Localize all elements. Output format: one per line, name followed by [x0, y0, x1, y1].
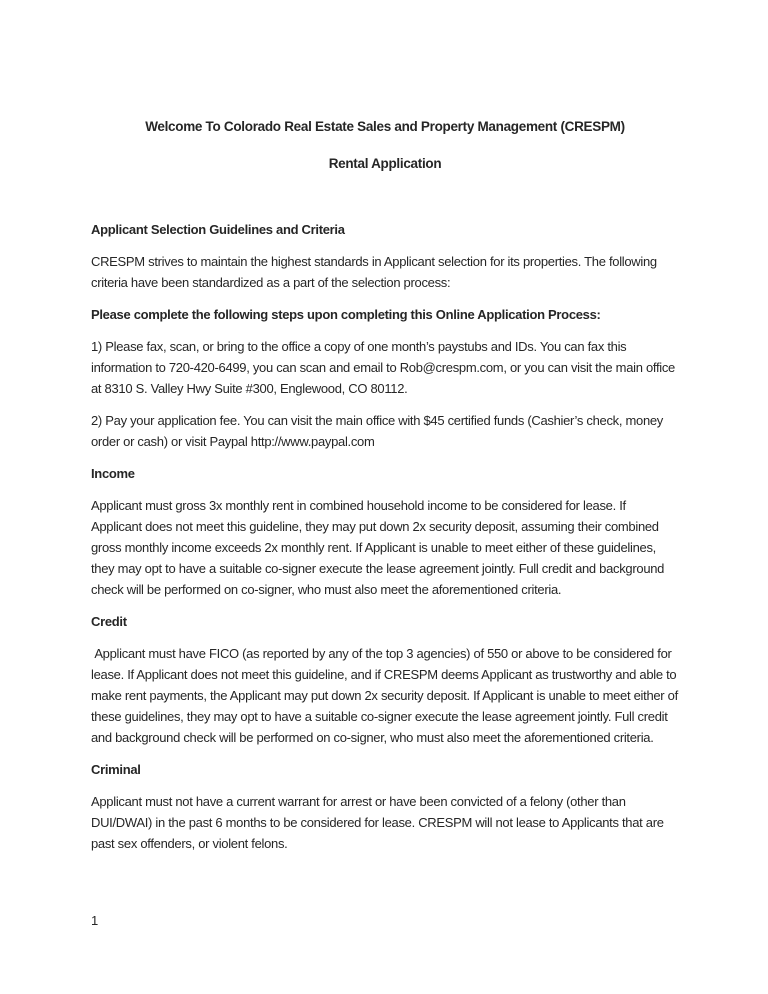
document-subtitle: Rental Application [328, 156, 442, 171]
section-heading-income: Income [91, 466, 135, 481]
paragraph-step-2: 2) Pay your application fee. You can visit the main office with $45 certified funds (Cashier’s check, money order or cash) or visit Paypal http://www.paypal.com [91, 413, 667, 449]
page-number: 1 [91, 913, 99, 928]
section-heading-complete-steps: Please complete the following steps upon completing this Online Application Process: [91, 307, 601, 322]
paragraph-income: Applicant must gross 3x monthly rent in combined household income to be considered for lease. If Applicant does not meet this guideline, they may put down 2x security deposit, assuming their combined gross monthly income exceeds 2x monthly rent. If Applicant is unable to meet either of these guidelines, they may opt to have a suitable co-signer execute the lease agreement jointly. Full credit and background check will be performed on co-signer, who must also meet the aforementioned criteria. [91, 498, 668, 597]
section-heading-criminal: Criminal [91, 762, 141, 777]
section-heading-credit: Credit [91, 614, 127, 629]
section-heading-applicant-selection: Applicant Selection Guidelines and Criteria [91, 222, 345, 237]
paragraph-criminal: Applicant must not have a current warrant for arrest or have been convicted of a felony (other than DUI/DWAI) in the past 6 months to be considered for lease. CRESPM will not lease to Applicants that are past sex offenders, or violent felons. [91, 794, 667, 851]
paragraph-step-1: 1) Please fax, scan, or bring to the office a copy of one month’s paystubs and IDs. You can fax this information to 720-420-6499, you can scan and email to Rob@crespm.com, or you can visit the main office at 8310 S. Valley Hwy Suite #300, Englewood, CO 80112. [91, 339, 679, 396]
paragraph-credit: Applicant must have FICO (as reported by any of the top 3 agencies) of 550 or above to be considered for lease. If Applicant does not meet this guideline, and if CRESPM deems Applicant as trustworthy and able to make rent payments, the Applicant may put down 2x security deposit. If Applicant is unable to meet either of these guidelines, they may opt to have a suitable co-signer execute the lease agreement jointly. Full credit and background check will be performed on co-signer, who must also meet the aforementioned criteria. [91, 646, 682, 745]
document-content [91, 116, 682, 865]
paragraph-selection-intro: CRESPM strives to maintain the highest standards in Applicant selection for its properties. The following criteria have been standardized as a part of the selection process: [91, 254, 661, 290]
document-title: Welcome To Colorado Real Estate Sales and Property Management (CRESPM) [145, 119, 625, 134]
